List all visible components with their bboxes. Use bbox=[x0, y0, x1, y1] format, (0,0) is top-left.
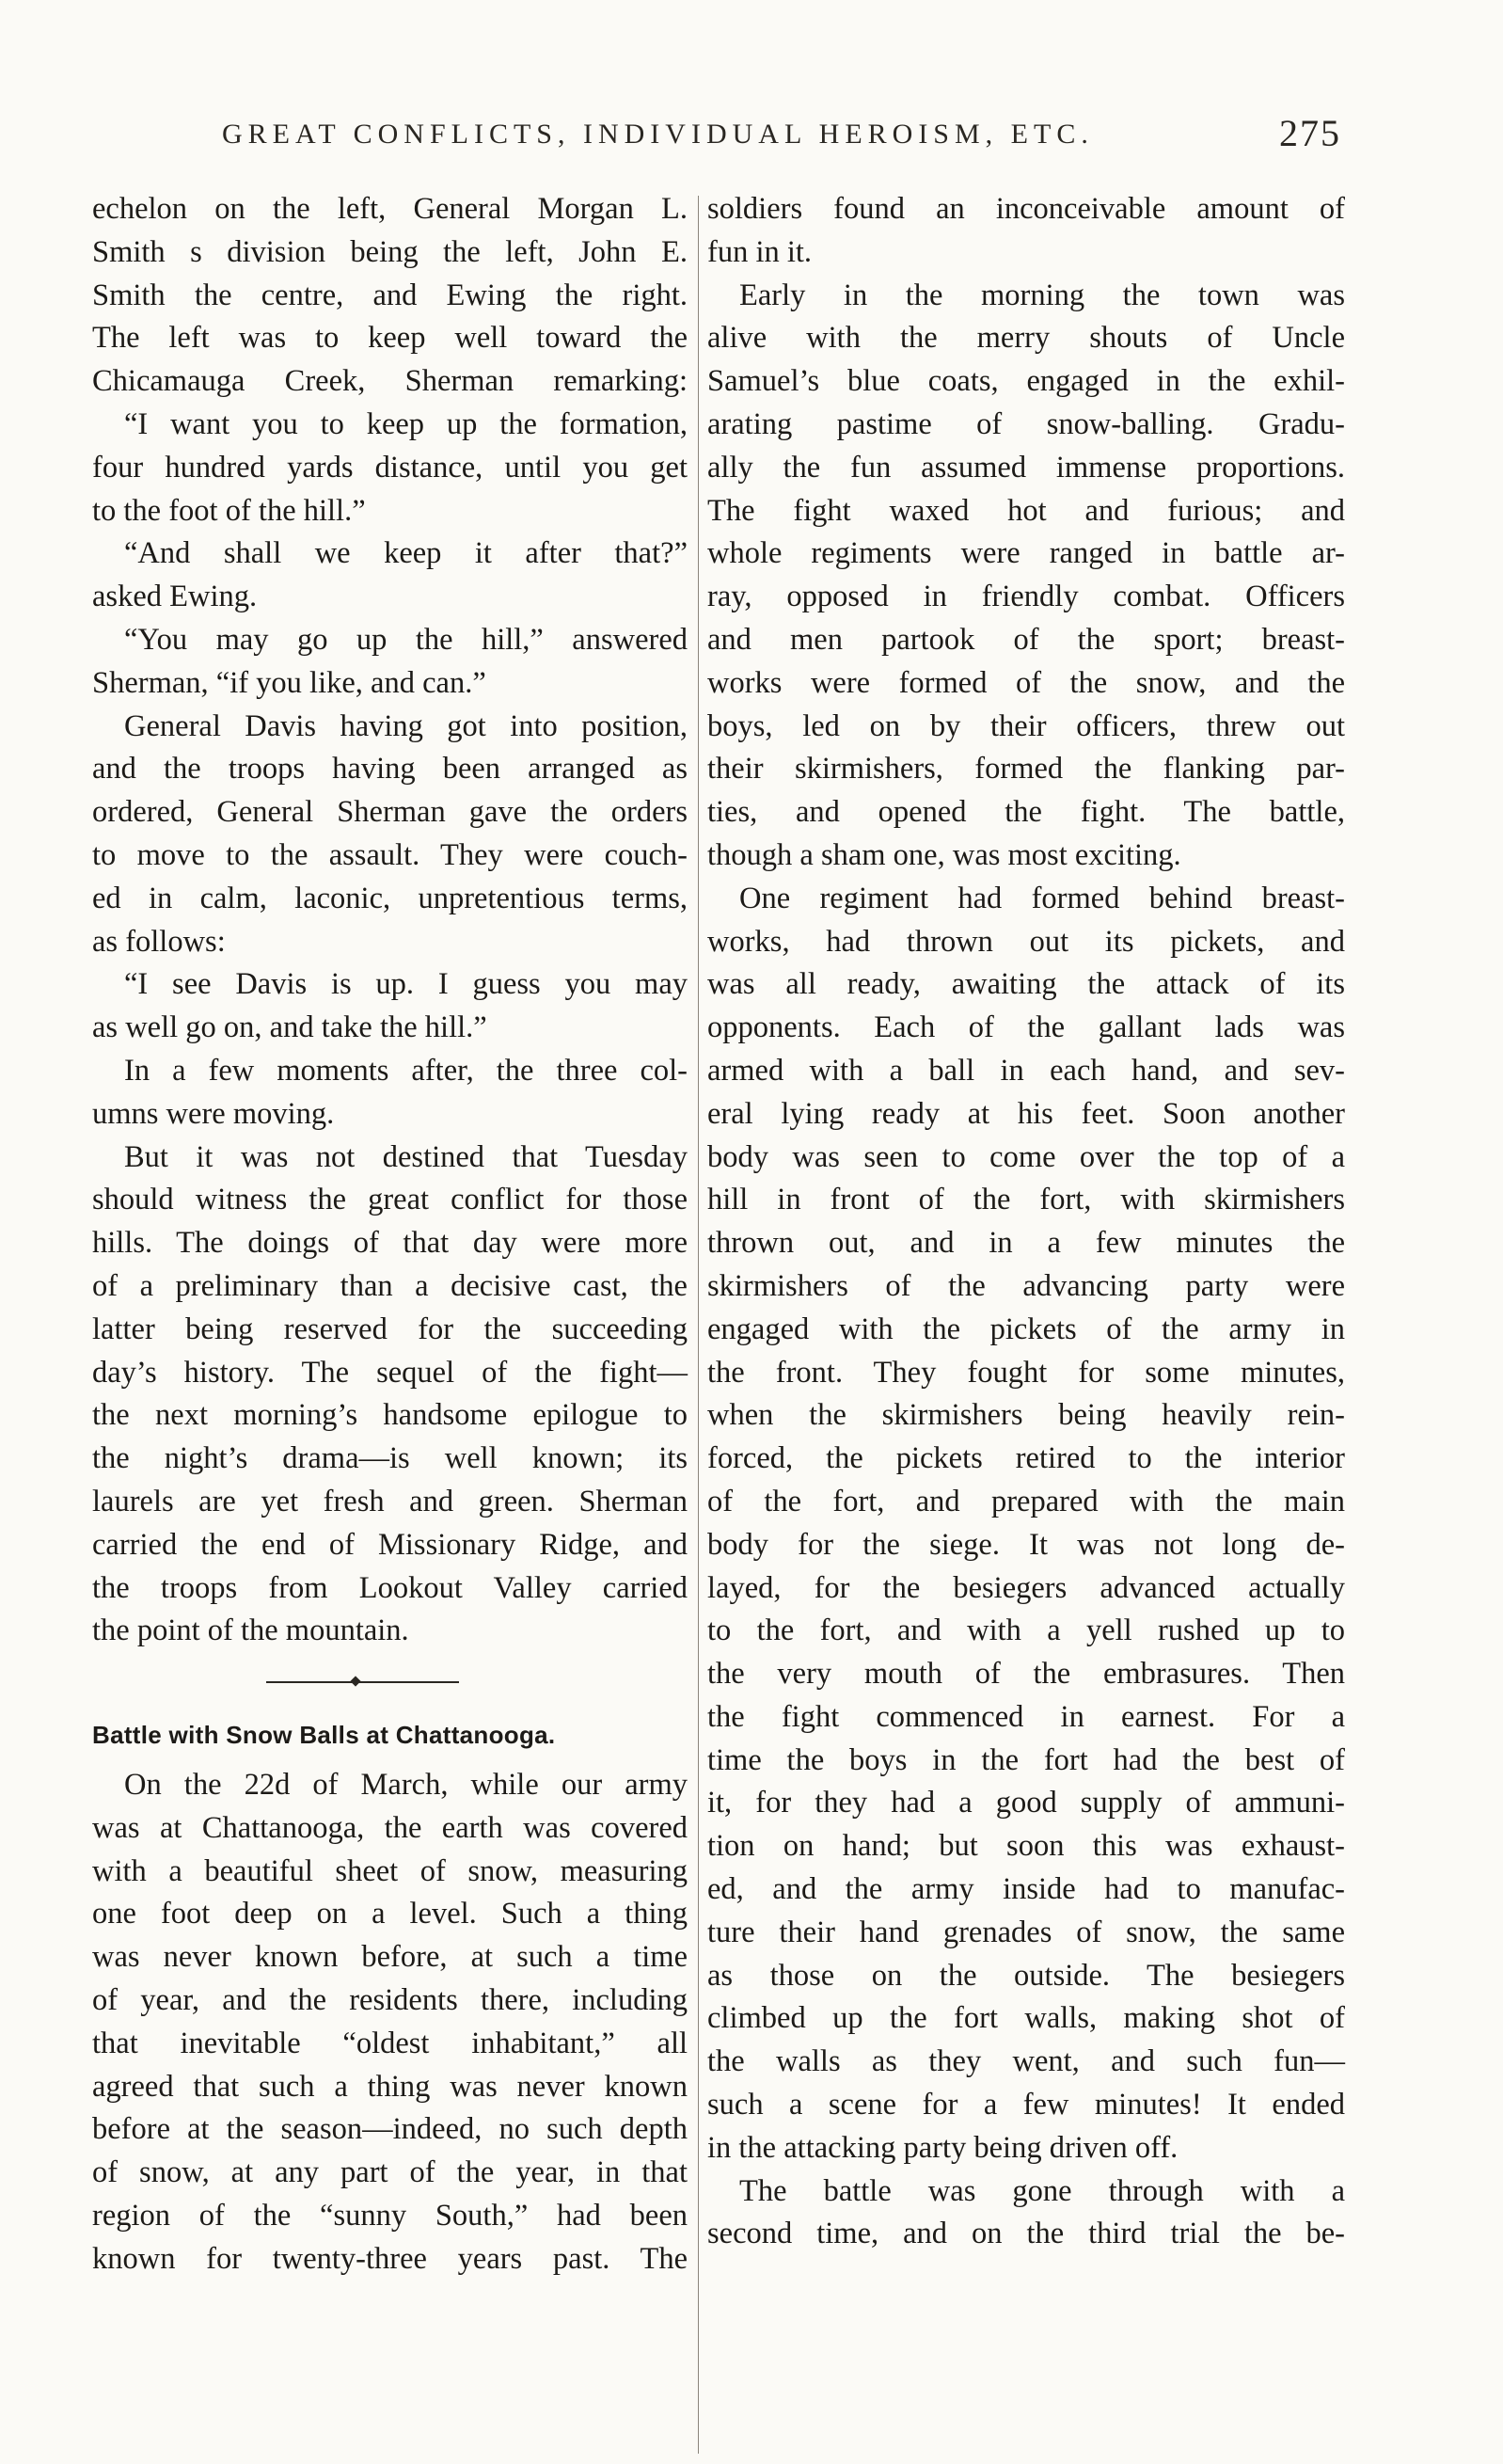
text-line: thrown out, and in a few minutes the bbox=[707, 1226, 1345, 1261]
text-line: body for the siege. It was not long de- bbox=[707, 1527, 1345, 1562]
text-line: The battle was gone through with a bbox=[739, 2173, 1345, 2208]
text-line: their skirmishers, formed the flanking par- bbox=[707, 752, 1345, 787]
text-line: time the boys in the fort had the best of bbox=[707, 1742, 1345, 1777]
text-line: ture their hand grenades of snow, the same bbox=[707, 1915, 1345, 1949]
text-line: when the skirmishers being heavily rein- bbox=[707, 1398, 1345, 1433]
text-line: before at the season—indeed, no such depth bbox=[92, 2112, 688, 2147]
left-column-text-bottom bbox=[92, 1764, 688, 2281]
text-line: it, for they had a good supply of ammuni- bbox=[707, 1786, 1345, 1820]
text-line: “I see Davis is up. I guess you may bbox=[124, 967, 688, 1002]
text-line: the very mouth of the embrasures. Then bbox=[707, 1657, 1345, 1692]
text-line: ed in calm, laconic, unpretentious terms, bbox=[92, 881, 688, 915]
page-number: 275 bbox=[1279, 112, 1341, 154]
text-line: the next morning’s handsome epilogue to bbox=[92, 1398, 688, 1433]
text-line: ordered, General Sherman gave the orders bbox=[92, 795, 688, 830]
text-line: was at Chattanooga, the earth was covered bbox=[92, 1810, 688, 1845]
text-line: Smith s division being the left, John E. bbox=[92, 234, 688, 269]
text-line: works were formed of the snow, and the bbox=[707, 665, 1345, 700]
left-column bbox=[92, 188, 688, 2281]
text-line: Sherman, “if you like, and can.” bbox=[92, 665, 486, 700]
section-heading: Battle with Snow Balls at Chattanooga. bbox=[92, 1721, 556, 1750]
text-line: “And shall we keep it after that?” bbox=[124, 536, 688, 571]
text-line: The left was to keep well toward the bbox=[92, 321, 688, 356]
text-line: In a few moments after, the three col- bbox=[124, 1053, 688, 1088]
text-line: and men partook of the sport; breast- bbox=[707, 622, 1345, 657]
text-line: to the fort, and with a yell rushed up to bbox=[707, 1614, 1345, 1648]
text-line: in the attacking party being driven off. bbox=[707, 2130, 1179, 2165]
text-line: echelon on the left, General Morgan L. bbox=[92, 192, 688, 226]
text-line: whole regiments were ranged in battle ar- bbox=[707, 536, 1345, 571]
text-line: the night’s drama—is well known; its bbox=[92, 1441, 688, 1476]
text-line: as those on the outside. The besiegers bbox=[707, 1958, 1345, 1993]
text-line: as follows: bbox=[92, 924, 226, 959]
text-line: works, had thrown out its pickets, and bbox=[707, 924, 1345, 959]
text-line: Early in the morning the town was bbox=[739, 278, 1345, 312]
text-line: hill in front of the fort, with skirmishers bbox=[707, 1183, 1345, 1217]
text-line: umns were moving. bbox=[92, 1096, 335, 1131]
text-line: body was seen to come over the top of a bbox=[707, 1139, 1345, 1174]
text-line: arating pastime of snow-balling. Gradu- bbox=[707, 406, 1345, 441]
text-line: ties, and opened the fight. The battle, bbox=[707, 795, 1345, 830]
text-line: Chicamauga Creek, Sherman remarking: bbox=[92, 364, 688, 399]
text-line: agreed that such a thing was never known bbox=[92, 2069, 688, 2104]
text-line: General Davis having got into position, bbox=[124, 708, 688, 743]
text-line: second time, and on the third trial the be- bbox=[707, 2217, 1345, 2251]
text-line: region of the “sunny South,” had been bbox=[92, 2199, 688, 2233]
section-ornament bbox=[92, 1653, 688, 1711]
text-line: opponents. Each of the gallant lads was bbox=[707, 1010, 1345, 1045]
text-line: boys, led on by their officers, threw out bbox=[707, 708, 1345, 743]
text-line: latter being reserved for the succeeding bbox=[92, 1311, 688, 1346]
text-line: soldiers found an inconceivable amount of bbox=[707, 192, 1345, 226]
text-line: asked Ewing. bbox=[92, 580, 258, 614]
text-line: ray, opposed in friendly combat. Officers bbox=[707, 580, 1345, 614]
text-line: known for twenty-three years past. The bbox=[92, 2241, 688, 2276]
text-line: forced, the pickets retired to the interior bbox=[707, 1441, 1345, 1476]
text-line: armed with a ball in each hand, and sev- bbox=[707, 1053, 1345, 1088]
text-line: On the 22d of March, while our army bbox=[124, 1768, 688, 1803]
text-line: engaged with the pickets of the army in bbox=[707, 1311, 1345, 1346]
text-line: as well go on, and take the hill.” bbox=[92, 1010, 487, 1045]
text-line: Samuel’s blue coats, engaged in the exhil- bbox=[707, 364, 1345, 399]
text-line: skirmishers of the advancing party were bbox=[707, 1268, 1345, 1303]
left-column-text-top bbox=[92, 188, 688, 1653]
text-line: the troops from Lookout Valley carried bbox=[92, 1570, 688, 1605]
text-line: climbed up the fort walls, making shot of bbox=[707, 2001, 1345, 2036]
text-line: eral lying ready at his feet. Soon another bbox=[707, 1096, 1345, 1131]
text-line: “You may go up the hill,” answered bbox=[124, 622, 688, 657]
text-line: such a scene for a few minutes! It ended bbox=[707, 2088, 1345, 2122]
right-column-text bbox=[707, 188, 1345, 2256]
text-line: layed, for the besiegers advanced actually bbox=[707, 1570, 1345, 1605]
text-line: of a preliminary than a decisive cast, the bbox=[92, 1268, 688, 1303]
text-line: of year, and the residents there, including bbox=[92, 1983, 688, 2018]
ornament-rule bbox=[266, 1681, 459, 1683]
text-line: Smith the centre, and Ewing the right. bbox=[92, 278, 688, 312]
text-line: was never known before, at such a time bbox=[92, 1940, 688, 1975]
text-line: day’s history. The sequel of the fight— bbox=[92, 1355, 688, 1390]
text-line: one foot deep on a level. Such a thing bbox=[92, 1897, 688, 1931]
text-line: But it was not destined that Tuesday bbox=[124, 1139, 688, 1174]
text-line: “I want you to keep up the formation, bbox=[124, 406, 688, 441]
text-line: to move to the assault. They were couch- bbox=[92, 837, 688, 872]
text-line: of the fort, and prepared with the main bbox=[707, 1484, 1345, 1518]
text-line: the point of the mountain. bbox=[92, 1614, 409, 1648]
text-line: four hundred yards distance, until you get bbox=[92, 450, 688, 485]
running-head: GREAT CONFLICTS, INDIVIDUAL HEROISM, ETC. bbox=[222, 119, 1094, 150]
text-line: should witness the great conflict for those bbox=[92, 1183, 688, 1217]
text-line: The fight waxed hot and furious; and bbox=[707, 493, 1345, 528]
text-line: fun in it. bbox=[707, 234, 813, 269]
text-line: One regiment had formed behind breast- bbox=[739, 881, 1345, 915]
text-line: ally the fun assumed immense proportions. bbox=[707, 450, 1345, 485]
right-column bbox=[707, 188, 1345, 2256]
text-line: and the troops having been arranged as bbox=[92, 752, 688, 787]
text-line: carried the end of Missionary Ridge, and bbox=[92, 1527, 688, 1562]
text-line: alive with the merry shouts of Uncle bbox=[707, 321, 1345, 356]
ornament-diamond bbox=[350, 1676, 360, 1686]
text-line: was all ready, awaiting the attack of its bbox=[707, 967, 1345, 1002]
text-line: laurels are yet fresh and green. Sherman bbox=[92, 1484, 688, 1518]
text-line: hills. The doings of that day were more bbox=[92, 1226, 688, 1261]
text-line: though a sham one, was most exciting. bbox=[707, 837, 1181, 872]
text-line: the walls as they went, and such fun— bbox=[707, 2044, 1345, 2079]
text-line: that inevitable “oldest inhabitant,” all bbox=[92, 2026, 688, 2060]
text-line: ed, and the army inside had to manufac- bbox=[707, 1872, 1345, 1907]
text-line: the front. They fought for some minutes, bbox=[707, 1355, 1345, 1390]
text-line: of snow, at any part of the year, in that bbox=[92, 2155, 688, 2190]
text-line: the fight commenced in earnest. For a bbox=[707, 1699, 1345, 1734]
text-line: tion on hand; but soon this was exhaust- bbox=[707, 1829, 1345, 1864]
text-line: with a beautiful sheet of snow, measuring bbox=[92, 1853, 688, 1888]
text-line: to the foot of the hill.” bbox=[92, 493, 366, 528]
column-divider bbox=[698, 196, 699, 2454]
